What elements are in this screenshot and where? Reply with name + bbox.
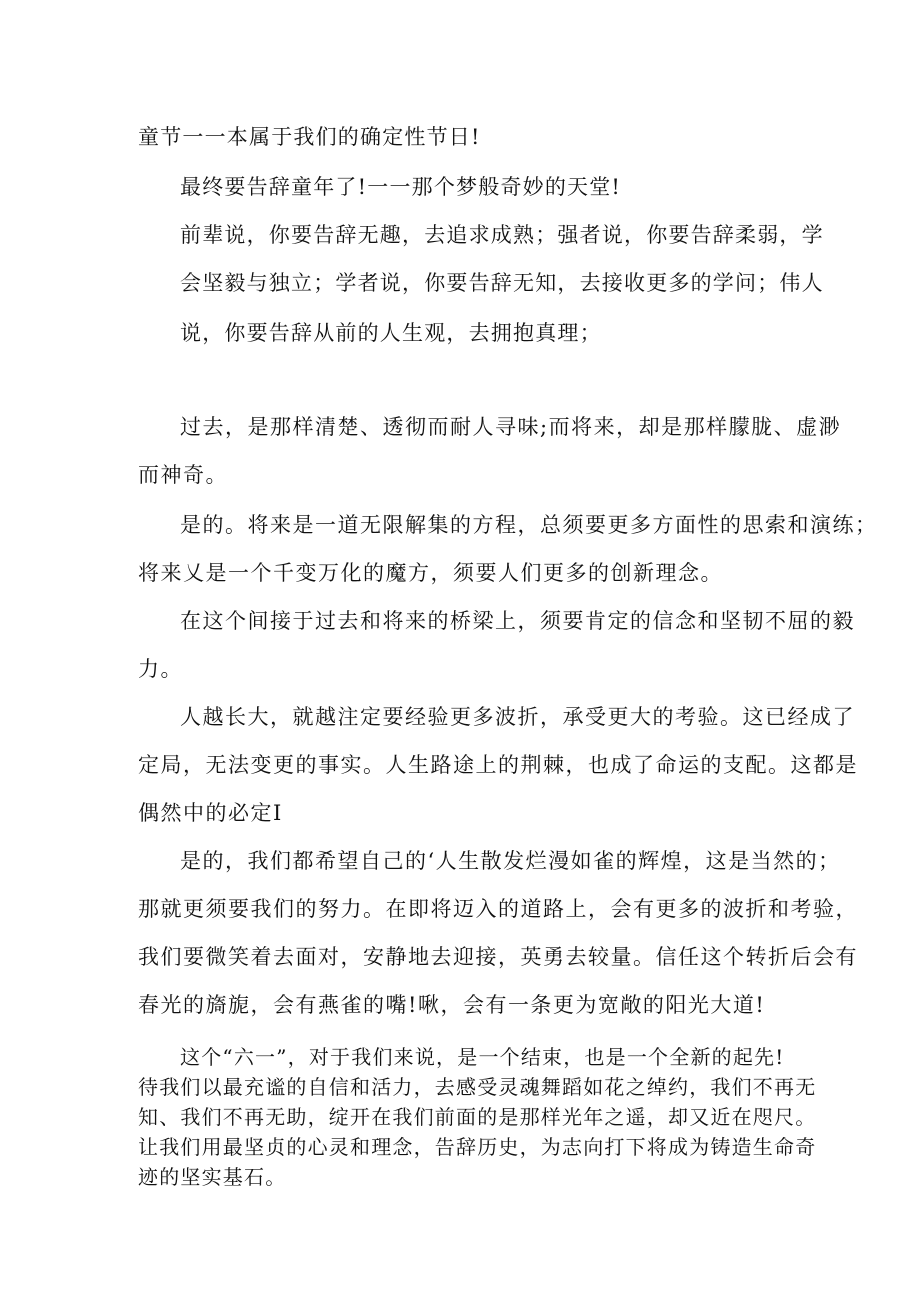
text-line: 过去，是那样清楚、透彻而耐人寻味;而将来，却是那样朦胧、虚渺 [180,415,842,439]
text-line: 知、我们不再无助，绽开在我们前面的是那样光年之遥，却又近在咫尺。 [138,1105,817,1129]
text-line: 那就更须要我们的努力。在即将迈入的道路上，会有更多的波折和考验， [138,897,858,921]
text-line: 会坚毅与独立；学者说，你要告辞无知，去接收更多的学问；伟人 [180,271,824,295]
text-line: 让我们用最坚贞的心灵和理念，告辞历史，为志向打下将成为铸造生命奇 [138,1135,817,1159]
text-line: 最终要告辞童年了!一一那个梦般奇妙的天堂! [180,175,622,199]
text-line: 而神奇。 [138,463,228,487]
text-line: 力。 [138,657,183,681]
text-line: 迹的坚实基石。 [138,1165,287,1189]
text-line: 在这个间接于过去和将来的桥梁上，须要肯定的信念和坚韧不屈的毅 [180,609,855,633]
text-line: 前辈说，你要告辞无趣，去追求成熟；强者说，你要告辞柔弱，学 [180,223,824,247]
text-line: 定局，无法变更的事实。人生路途上的荆棘，也成了命运的支配。这都是 [138,753,858,777]
text-line: 这个“六一”，对于我们来说，是一个结束，也是一个全新的起先! [180,1045,785,1069]
text-line: 我们要微笑着去面对，安静地去迎接，英勇去较量。信任这个转折后会有 [138,945,858,969]
text-line: 是的，我们都希望自己的‘人生散发烂漫如雀的辉煌，这是当然的； [180,849,841,873]
text-line: 偶然中的必定I [138,801,283,825]
text-line: 人越长大，就越注定要经验更多波折，承受更大的考验。这已经成了 [180,705,855,729]
text-line: 是的。将来是一道无限解集的方程，总须要更多方面性的思索和演练； [180,513,878,537]
text-line: 将来乂是一个千变万化的魔方，须要人们更多的创新理念。 [138,561,723,585]
text-line: 童节一一本属于我们的确定性节日! [138,125,481,149]
text-line: 待我们以最充谧的自信和活力，去感受灵魂舞蹈如花之绰约，我们不再无 [138,1075,817,1099]
text-line: 说，你要告辞从前的人生观，去拥抱真理； [180,321,602,345]
text-line: 春光的旖旎，会有燕雀的嘴!啾，会有一条更为宽敞的阳光大道! [138,993,766,1017]
